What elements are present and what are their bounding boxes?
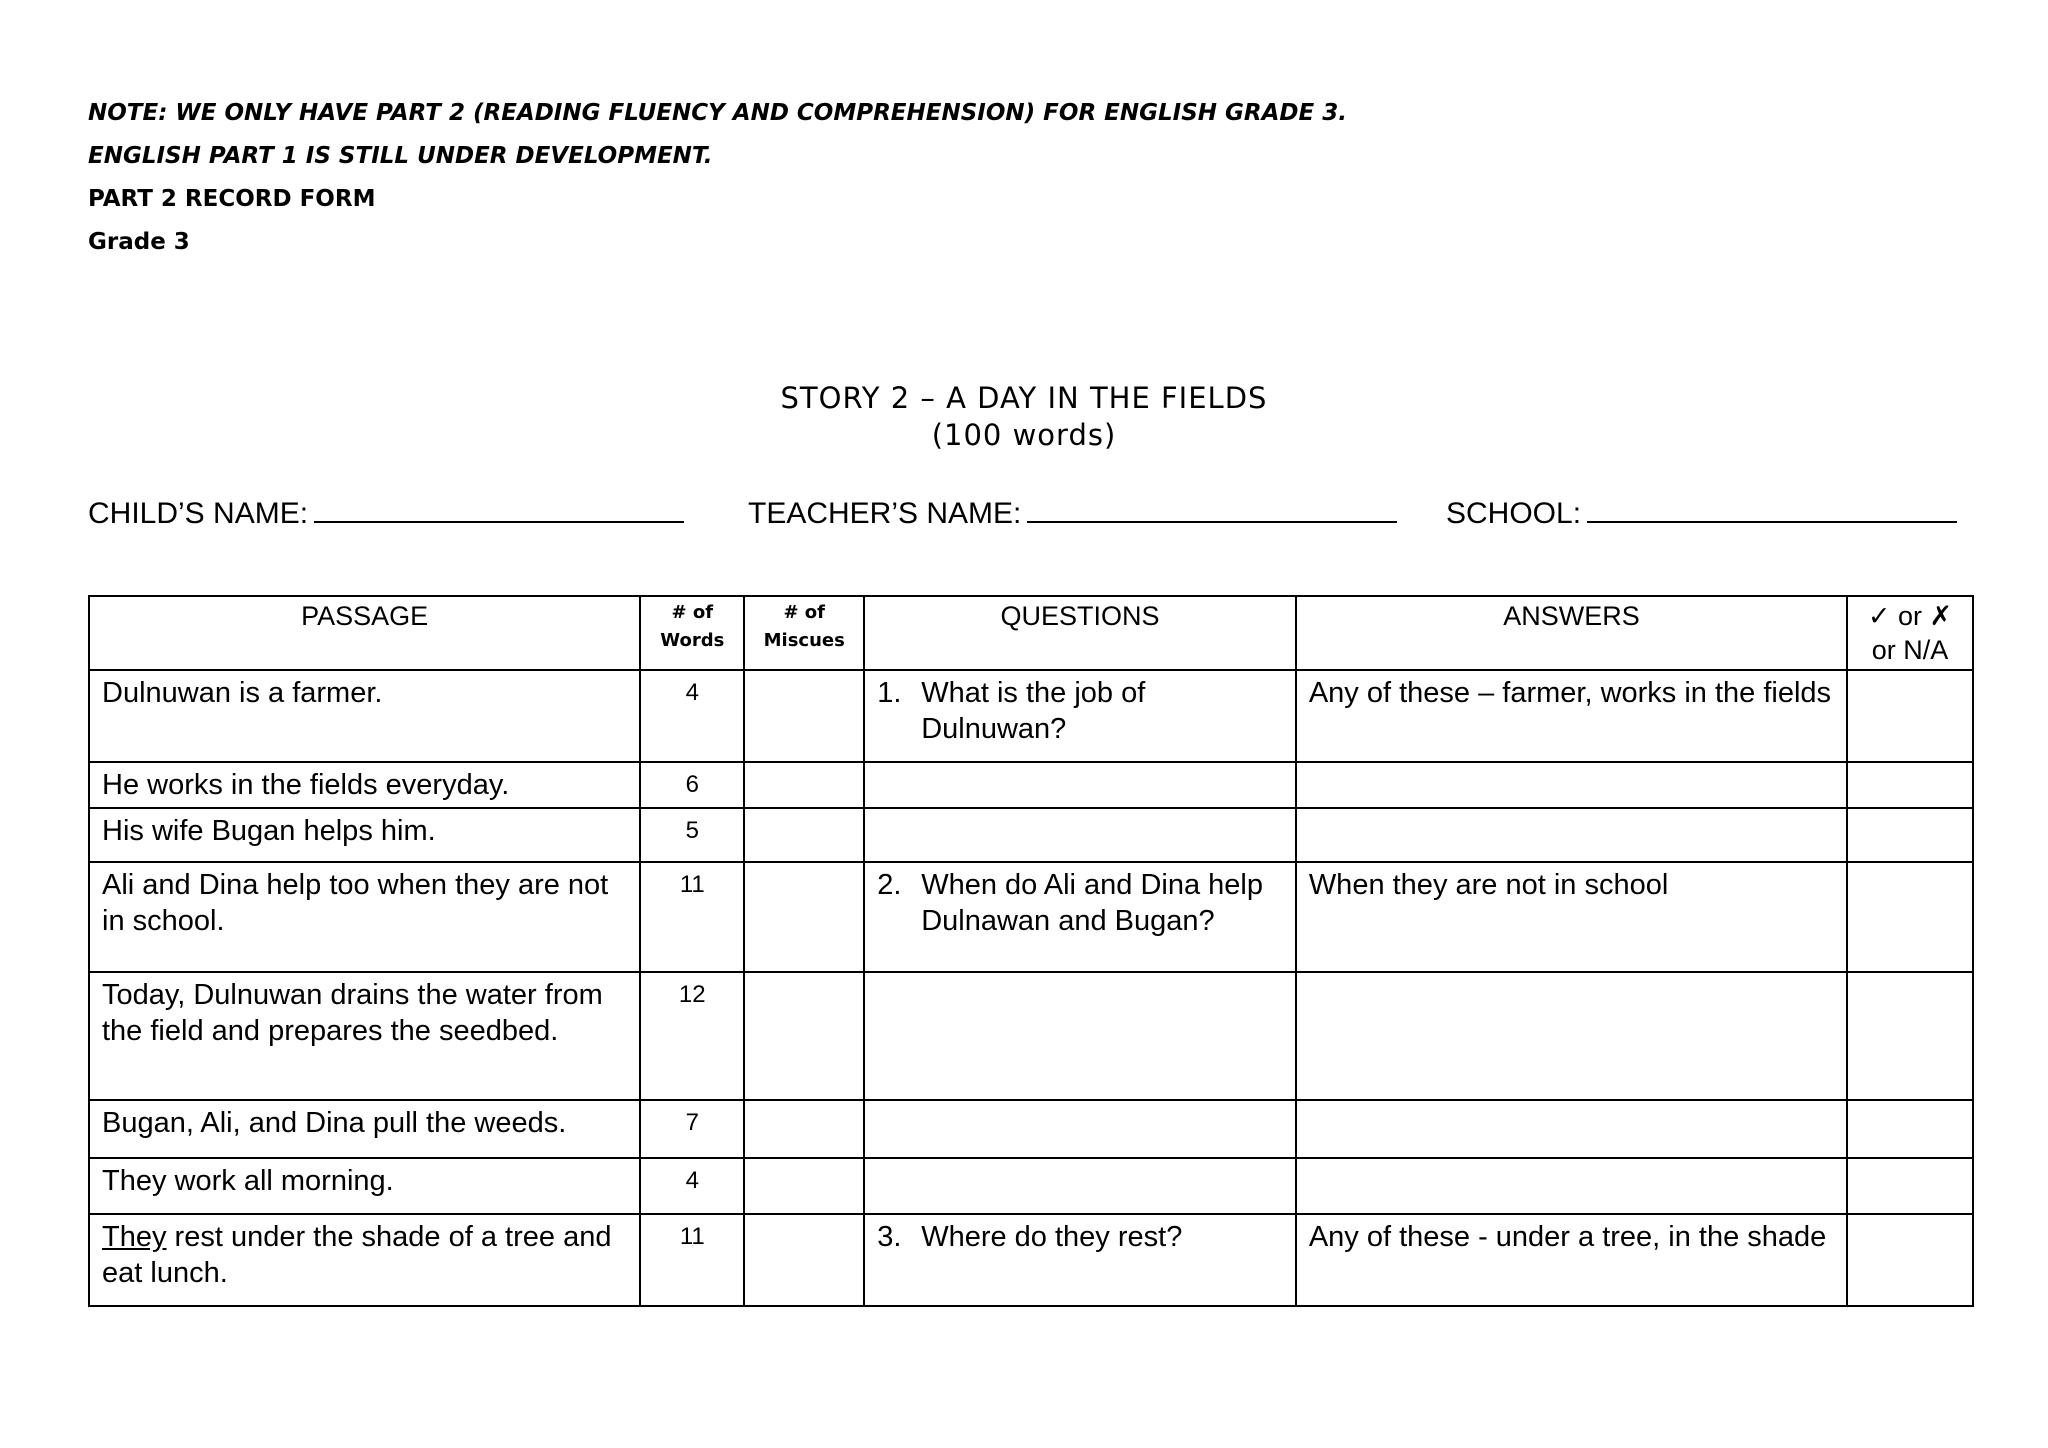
table-row <box>89 762 1973 808</box>
grade-label: Grade 3 <box>88 229 190 255</box>
question-cell <box>864 1100 1296 1158</box>
table-row <box>89 808 1973 862</box>
question-text: When do Ali and Dina help Dulnawan and Bugan? <box>921 869 1263 937</box>
check-cell[interactable] <box>1847 762 1973 808</box>
header-notes <box>88 92 1347 264</box>
answer-cell <box>1296 808 1847 862</box>
words-cell: 12 <box>640 972 744 1100</box>
passage-rest: rest under the shade of a tree and eat lunch. <box>102 1221 612 1289</box>
header-words: # of Words <box>640 596 744 670</box>
school-label: SCHOOL: <box>1446 497 1582 530</box>
question-cell <box>864 762 1296 808</box>
question-text: Where do they rest? <box>921 1221 1183 1253</box>
answer-cell: When they are not in school <box>1296 862 1847 972</box>
question-cell <box>864 808 1296 862</box>
story-heading <box>0 380 2048 454</box>
question-cell <box>864 670 1296 762</box>
header-answers: ANSWERS <box>1296 596 1847 670</box>
question-number: 1. <box>877 677 902 709</box>
question-cell <box>864 972 1296 1100</box>
question-number: 2. <box>877 869 902 901</box>
passage-cell: Ali and Dina help too when they are not in school. <box>89 862 640 972</box>
words-cell: 6 <box>640 762 744 808</box>
answer-cell: Any of these – farmer, works in the fields <box>1296 670 1847 762</box>
table-row <box>89 670 1973 762</box>
school-field[interactable] <box>1446 490 1957 532</box>
check-cell[interactable] <box>1847 670 1973 762</box>
passage-cell: He works in the fields everyday. <box>89 762 640 808</box>
question-cell <box>864 862 1296 972</box>
words-cell: 11 <box>640 1214 744 1306</box>
check-cell[interactable] <box>1847 808 1973 862</box>
answer-cell: Any of these - under a tree, in the shade <box>1296 1214 1847 1306</box>
answer-cell <box>1296 762 1847 808</box>
table-row <box>89 1100 1973 1158</box>
child-name-field[interactable] <box>88 490 684 532</box>
teacher-name-line[interactable] <box>1027 490 1397 523</box>
question-cell <box>864 1214 1296 1306</box>
question-cell <box>864 1158 1296 1214</box>
miscues-cell[interactable] <box>744 862 864 972</box>
teacher-name-label: TEACHER’S NAME: <box>748 497 1022 530</box>
miscues-cell[interactable] <box>744 1214 864 1306</box>
child-name-line[interactable] <box>314 490 684 523</box>
question-number: 3. <box>877 1221 902 1253</box>
answer-cell <box>1296 1100 1847 1158</box>
check-cell[interactable] <box>1847 1158 1973 1214</box>
passage-first-word: They <box>102 1221 167 1253</box>
words-cell: 4 <box>640 1158 744 1214</box>
form-title: PART 2 RECORD FORM <box>88 186 376 212</box>
passage-cell: Bugan, Ali, and Dina pull the weeds. <box>89 1100 640 1158</box>
passage-cell: Today, Dulnuwan drains the water from the field and prepares the seedbed. <box>89 972 640 1100</box>
answer-cell <box>1296 1158 1847 1214</box>
header-passage: PASSAGE <box>89 596 640 670</box>
passage-cell <box>89 1214 640 1306</box>
note-line-1: NOTE: WE ONLY HAVE PART 2 (READING FLUENCY AND COMPREHENSION) FOR ENGLISH GRADE 3. <box>88 100 1347 126</box>
miscues-cell[interactable] <box>744 670 864 762</box>
child-name-label: CHILD’S NAME: <box>88 497 309 530</box>
miscues-cell[interactable] <box>744 972 864 1100</box>
story-title: STORY 2 – A DAY IN THE FIELDS <box>780 381 1268 415</box>
check-cell[interactable] <box>1847 862 1973 972</box>
table-header-row <box>89 596 1973 670</box>
header-miscues: # of Miscues <box>744 596 864 670</box>
miscues-cell[interactable] <box>744 808 864 862</box>
question-text: What is the job of Dulnuwan? <box>921 677 1146 745</box>
table-row <box>89 972 1973 1100</box>
table-row <box>89 1158 1973 1214</box>
miscues-cell[interactable] <box>744 1158 864 1214</box>
miscues-cell[interactable] <box>744 762 864 808</box>
table-row <box>89 1214 1973 1306</box>
words-cell: 4 <box>640 670 744 762</box>
school-line[interactable] <box>1587 490 1957 523</box>
passage-cell: They work all morning. <box>89 1158 640 1214</box>
header-questions: QUESTIONS <box>864 596 1296 670</box>
table-row <box>89 862 1973 972</box>
words-cell: 5 <box>640 808 744 862</box>
header-check: ✓ or ✗ or N/A <box>1847 596 1973 670</box>
record-table <box>88 595 1974 1307</box>
check-cell[interactable] <box>1847 1100 1973 1158</box>
words-cell: 7 <box>640 1100 744 1158</box>
check-cell[interactable] <box>1847 972 1973 1100</box>
passage-cell: Dulnuwan is a farmer. <box>89 670 640 762</box>
note-line-2: ENGLISH PART 1 IS STILL UNDER DEVELOPMENT. <box>88 143 713 169</box>
story-word-count: (100 words) <box>931 418 1117 452</box>
words-cell: 11 <box>640 862 744 972</box>
check-cell[interactable] <box>1847 1214 1973 1306</box>
teacher-name-field[interactable] <box>748 490 1397 532</box>
answer-cell <box>1296 972 1847 1100</box>
passage-cell: His wife Bugan helps him. <box>89 808 640 862</box>
miscues-cell[interactable] <box>744 1100 864 1158</box>
